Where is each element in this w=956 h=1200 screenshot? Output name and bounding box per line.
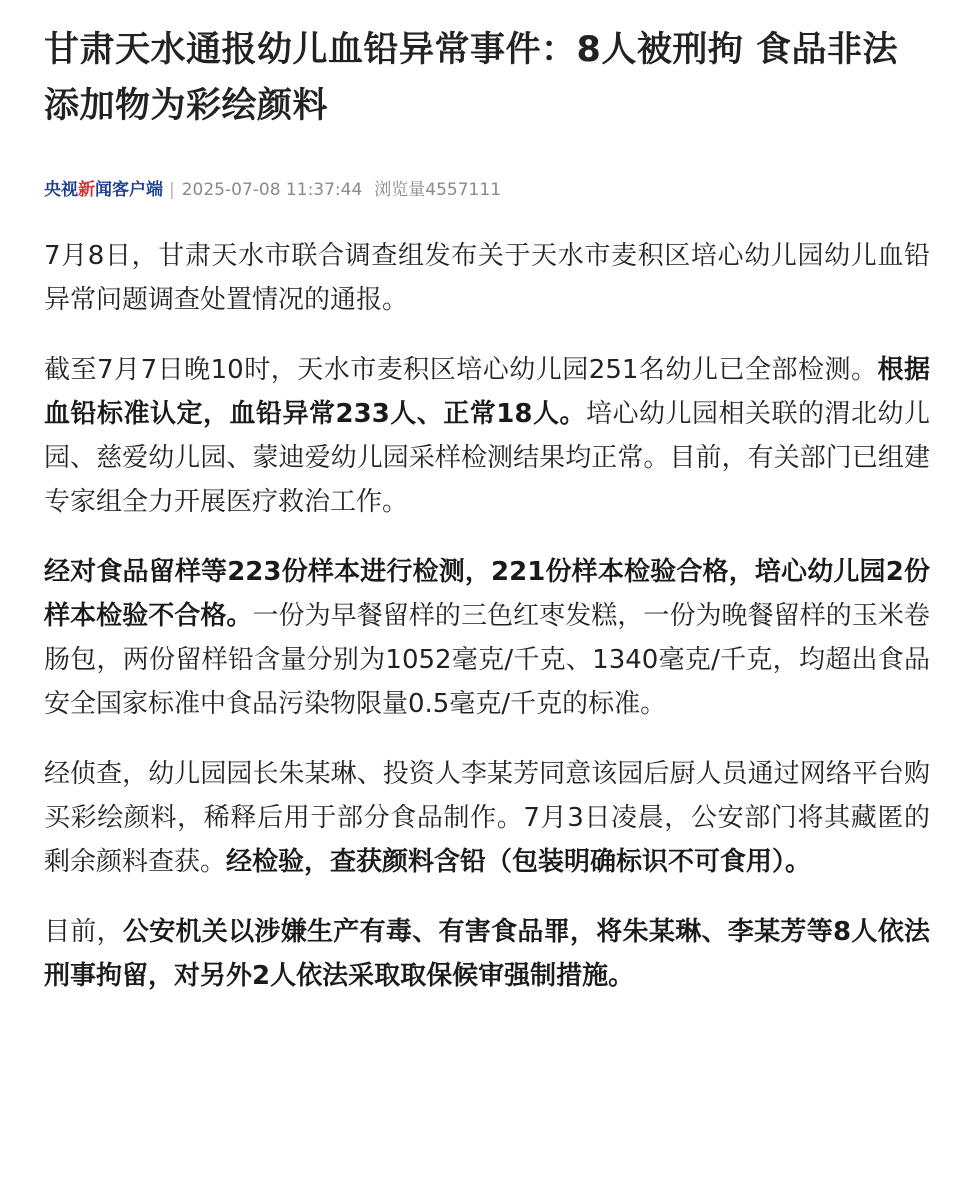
paragraph-5 bbox=[44, 910, 930, 998]
source-link[interactable] bbox=[44, 178, 163, 202]
text-segment: 目前， bbox=[44, 917, 123, 947]
view-count: 浏览量4557111 bbox=[374, 180, 502, 200]
paragraph-2 bbox=[44, 348, 930, 524]
text-segment: 7月8日，甘肃天水市联合调查组发布关于天水市麦积区培心幼儿园幼儿血铅异常问题调查处置情况的通报。 bbox=[44, 241, 930, 315]
article-meta bbox=[44, 178, 930, 202]
text-segment: 经侦查，幼儿园园长朱某琳、投资人李某芳同意该园后厨人员通过网络平台购买彩绘颜料，稀释后用于部分食品制作。7月3日凌晨，公安部门将其藏匿的剩余颜料查获。 bbox=[44, 759, 930, 877]
meta-divider: | bbox=[169, 180, 175, 200]
source-prefix: 央视 bbox=[44, 180, 78, 200]
paragraph-3 bbox=[44, 550, 930, 726]
text-segment: 一份为早餐留样的三色红枣发糕，一份为晚餐留样的玉米卷肠包，两份留样铅含量分别为1052毫克/千克、1340毫克/千克，均超出食品安全国家标准中食品污染物限量0.5毫克/千克的标准。 bbox=[44, 601, 930, 719]
paragraph-4 bbox=[44, 752, 930, 884]
bold-text-segment: 经检验，查获颜料含铅（包装明确标识不可食用）。 bbox=[226, 847, 812, 877]
article-title: 甘肃天水通报幼儿血铅异常事件：8人被刑拘 食品非法添加物为彩绘颜料 bbox=[44, 30, 899, 126]
text-segment: 截至7月7日晚10时，天水市麦积区培心幼儿园251名幼儿已全部检测。 bbox=[44, 355, 878, 385]
text-segment: 培心幼儿园相关联的渭北幼儿园、慈爱幼儿园、蒙迪爱幼儿园采样检测结果均正常。目前，有关部门已组建专家组全力开展医疗救治工作。 bbox=[44, 399, 930, 517]
bold-text-segment: 公安机关以涉嫌生产有毒、有害食品罪，将朱某琳、李某芳等8人依法刑事拘留，对另外2人依法采取取保候审强制措施。 bbox=[44, 917, 930, 991]
bold-text-segment: 根据血铅标准认定，血铅异常233人、正常18人。 bbox=[44, 355, 930, 429]
publish-time: 2025-07-08 11:37:44 bbox=[181, 180, 363, 200]
source-highlight: 新 bbox=[78, 180, 95, 200]
paragraph-1 bbox=[44, 234, 930, 322]
bold-text-segment: 经对食品留样等223份样本进行检测，221份样本检验合格，培心幼儿园2份样本检验不合格。 bbox=[44, 557, 930, 631]
source-suffix: 闻客户端 bbox=[95, 180, 163, 200]
article-body bbox=[44, 234, 930, 998]
